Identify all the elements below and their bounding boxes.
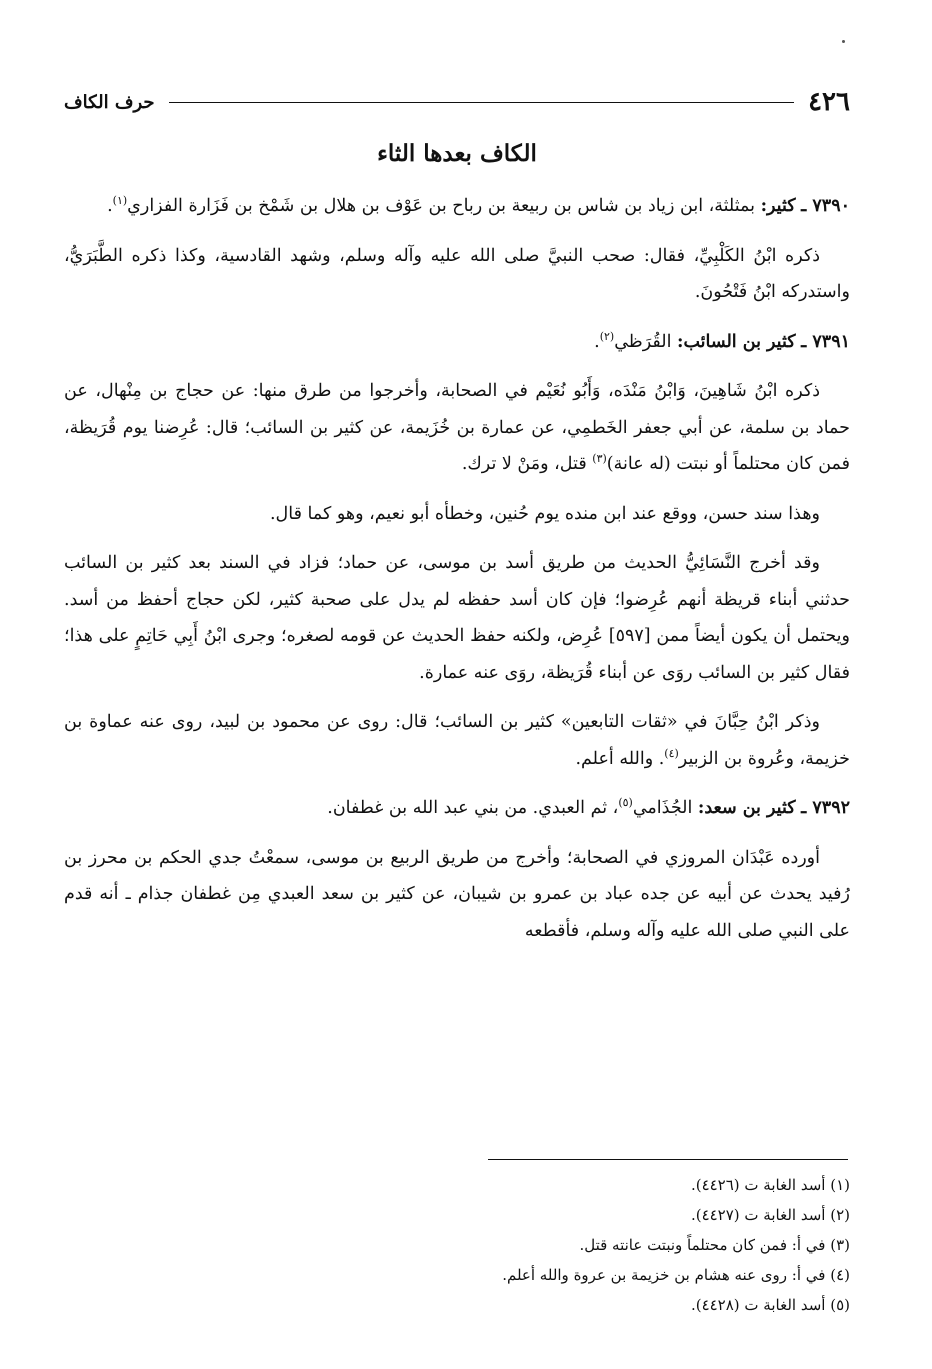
footnote: (٥) أسد الغابة ت (٤٤٢٨).	[690, 1296, 850, 1314]
paragraph: وقد أخرج النَّسَائِيُّ الحديث من طريق أسد بن موسى، عن حماد؛ فزاد في السند بعد كثير بن السائب حدثني أبناء قريظة أنهم عُرِضوا؛ فإن كان أسد حفظه لم يدل على صحبة كثير، لكن حجاج أحفظ من أسد. ويحتمل أن يكون أيضاً ممن [٥٩٧] عُرِض، ولكنه حفظ الحديث عن قومه لصغره؛ وجرى ابْنُ أَبِي حَاتِمٍ على هذا؛ فقال كثير بن السائب روَى عن أبناء قُرَيظة، روَى عنه عمارة.	[64, 553, 850, 683]
paragraph-text: قتل، ومَنْ لا ترك.	[461, 454, 593, 474]
paragraph	[64, 373, 850, 483]
footnote: (١) أسد الغابة ت (٤٤٢٦).	[690, 1176, 850, 1194]
footnote-separator	[488, 1159, 848, 1160]
paragraph-text: وذكر ابْنُ حِبَّانَ في «ثقات التابعين» كثير بن السائب؛ قال: روى عن محمود بن لبيد، روى عنه عماوة بن خزيمة، وعُروة بن الزبير	[64, 712, 850, 769]
entry-text-end: .	[594, 331, 600, 352]
paragraph: وهذا سند حسن، ووقع عند ابن منده يوم حُنين، وخطأه أبو نعيم، وهو كما قال.	[269, 503, 820, 524]
footnote: (٤) في أ: روى عنه هشام بن خزيمة بن عروة والله أعلم.	[502, 1266, 850, 1284]
footnote-ref: (٥)	[618, 796, 633, 810]
page-number: ٤٢٦	[808, 87, 850, 117]
footnote-ref: (١)	[112, 194, 128, 208]
entry-number: ٧٣٩٢ ـ	[801, 798, 850, 818]
entry-text-end: ، ثم العبدي. من بني عبد الله بن غطفان.	[327, 798, 619, 818]
entry-name: كثير بن سعد:	[697, 798, 796, 818]
entry-number: ٧٣٩٠ ـ	[801, 196, 850, 216]
paragraph	[64, 704, 850, 777]
entry-heading	[64, 324, 850, 361]
scan-speck	[842, 40, 845, 43]
entry-text-end: .	[107, 196, 113, 216]
paragraph: أورده عَبْدَان المروزي في الصحابة؛ وأخرج من طريق الربيع بن موسى، سمعْتُ جدي الحكم بن محرز بن رُفيد يحدث عن أبيه عن جده عباد بن عمرو بن شيبان، عن كثير بن سعد العبدي مِن غطفان جذام ـ أنه قدم على النبي صلى الله عليه وآله وسلم، فأقطعه	[64, 847, 850, 941]
footnote: (٢) أسد الغابة ت (٤٤٢٧).	[690, 1206, 850, 1224]
entry-name: كثير بن السائب:	[677, 331, 796, 352]
entry-heading	[64, 188, 850, 225]
paragraph: ذكره ابْنُ الكَلْبِيِّ، فقال: صحب النبيَّ صلى الله عليه وآله وسلم، وشهد القادسية، وكذا ذكره الطَّبَرَيُّ، واستدركه ابْنُ فَتْحُونَ.	[64, 245, 850, 302]
entry-text: بمثلثة، ابن زياد بن شاس بن ربيعة بن رباح بن عَوْف بن هلال بن شَمْخ بن فَزَارة الفزاري	[127, 196, 761, 216]
page-header	[64, 84, 850, 120]
header-rule	[169, 102, 795, 103]
footnotes	[64, 1170, 850, 1320]
footnote-ref: (٣)	[592, 452, 607, 466]
entry-number: ٧٣٩١ ـ	[801, 331, 850, 352]
section-title: الكاف بعدها الثاء	[377, 140, 537, 167]
footnote: (٣) في أ: فمن كان محتلماً ونبتت عانته قتل.	[579, 1236, 850, 1254]
entry-heading	[64, 790, 850, 827]
footnote-ref: (٤)	[664, 746, 679, 760]
paragraph-text: ذكره ابْنُ شَاهِينَ، وَابْنُ مَنْدَه، وَأَبُو نُعَيْم في الصحابة، وأخرجوا من طرق منها: عن حجاج بن مِنْهال، عن حماد بن سلمة، عن أبي جعفر الخَطمِي، عن عمارة بن خُزَيمة، عن كثير بن السائب؛ قال: عُرِضنا يوم قُرَيظة، فمن كان محتلماً أو نبتت (له عانة)	[64, 381, 850, 474]
main-text	[64, 188, 850, 962]
footnote-ref: (٢)	[599, 329, 615, 343]
paragraph-text: . والله أعلم.	[575, 748, 665, 769]
entry-text: القُرَظي	[614, 331, 677, 352]
entry-name: كثير:	[760, 196, 796, 216]
running-title: حرف الكاف	[64, 91, 155, 113]
entry-text: الجُذَامي	[632, 798, 698, 818]
